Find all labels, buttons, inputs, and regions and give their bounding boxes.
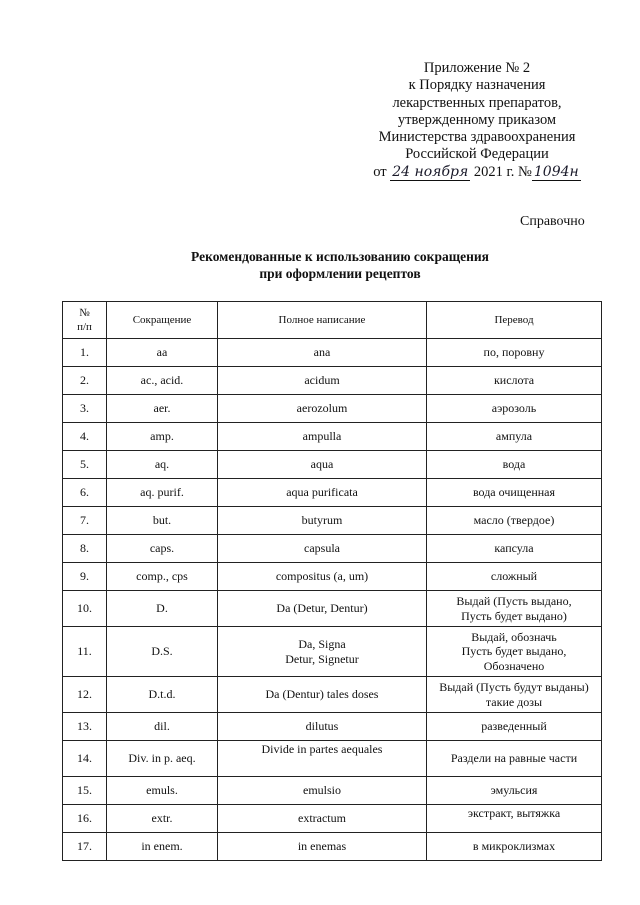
table-row xyxy=(63,339,602,367)
date-prefix: от xyxy=(373,163,387,180)
cell-number: 11. xyxy=(63,627,107,677)
full-form-line: Divide in partes aequales xyxy=(261,742,383,756)
cell-translation xyxy=(427,479,602,507)
translation-line: эмульсия xyxy=(490,783,538,798)
table-row xyxy=(63,451,602,479)
full-form-line: ana xyxy=(313,345,331,360)
header-abbreviation: Сокращение xyxy=(107,302,218,339)
full-form-line: extractum xyxy=(298,811,346,826)
table-header-row xyxy=(63,302,602,339)
translation-line: Раздели на равные части xyxy=(450,751,578,766)
cell-abbreviation: ac., acid. xyxy=(107,367,218,395)
cell-full-form xyxy=(218,805,427,833)
translation-line: экстракт, вытяжка xyxy=(467,806,561,820)
full-form-line: Da (Dentur) tales doses xyxy=(265,687,379,702)
translation-line: такие дозы xyxy=(485,694,543,709)
translation-line: по, поровну xyxy=(483,345,545,360)
cell-full-form xyxy=(218,741,427,777)
cell-full-form xyxy=(218,535,427,563)
cell-translation xyxy=(427,713,602,741)
cell-abbreviation: dil. xyxy=(107,713,218,741)
cell-translation xyxy=(427,535,602,563)
cell-full-form xyxy=(218,339,427,367)
cell-full-form xyxy=(218,479,427,507)
appendix-line: лекарственных препаратов, xyxy=(392,94,562,111)
cell-number: 12. xyxy=(63,677,107,713)
cell-abbreviation: aer. xyxy=(107,395,218,423)
full-form-line: compositus (a, um) xyxy=(275,569,369,584)
translation-line: разведенный xyxy=(481,719,547,734)
cell-full-form xyxy=(218,423,427,451)
header-num-line: п/п xyxy=(77,321,92,333)
appendix-line: Российской Федерации xyxy=(405,146,549,163)
cell-number: 10. xyxy=(63,591,107,627)
cell-number: 6. xyxy=(63,479,107,507)
cell-number: 14. xyxy=(63,741,107,777)
date-year: 2021 г. № xyxy=(473,163,532,180)
cell-translation xyxy=(427,451,602,479)
table-row xyxy=(63,367,602,395)
cell-translation xyxy=(427,627,602,677)
full-form-line: in enemas xyxy=(297,839,347,854)
cell-abbreviation: emuls. xyxy=(107,777,218,805)
header-num xyxy=(63,302,107,339)
full-form-line: aqua purificata xyxy=(286,485,358,500)
translation-line: капсула xyxy=(494,541,534,556)
cell-number: 17. xyxy=(63,833,107,861)
cell-translation xyxy=(427,395,602,423)
cell-full-form xyxy=(218,563,427,591)
cell-number: 13. xyxy=(63,713,107,741)
header-num-line: № xyxy=(79,306,90,319)
cell-abbreviation: aq. purif. xyxy=(107,479,218,507)
cell-full-form xyxy=(218,451,427,479)
cell-abbreviation: comp., cps xyxy=(107,563,218,591)
table-row xyxy=(63,507,602,535)
appendix-header xyxy=(352,60,602,181)
cell-full-form xyxy=(218,507,427,535)
table-row xyxy=(63,535,602,563)
table-row xyxy=(63,591,602,627)
translation-line: в микроклизмах xyxy=(472,839,556,854)
cell-abbreviation: D.S. xyxy=(107,627,218,677)
cell-translation xyxy=(427,423,602,451)
cell-number: 7. xyxy=(63,507,107,535)
handwritten-order-number: 1094н xyxy=(533,163,579,180)
translation-line: ампула xyxy=(495,429,533,444)
full-form-line: acidum xyxy=(304,373,340,388)
cell-translation xyxy=(427,563,602,591)
cell-translation xyxy=(427,367,602,395)
cell-abbreviation: D.t.d. xyxy=(107,677,218,713)
abbreviations-table xyxy=(62,301,602,861)
cell-number: 5. xyxy=(63,451,107,479)
cell-abbreviation: but. xyxy=(107,507,218,535)
header-full-form: Полное написание xyxy=(218,302,427,339)
cell-translation xyxy=(427,741,602,777)
cell-abbreviation: extr. xyxy=(107,805,218,833)
table-body xyxy=(63,339,602,861)
table-row xyxy=(63,833,602,861)
document-title xyxy=(140,248,540,282)
cell-abbreviation: Div. in p. aeq. xyxy=(107,741,218,777)
cell-abbreviation: in enem. xyxy=(107,833,218,861)
translation-line: сложный xyxy=(490,569,538,584)
cell-full-form xyxy=(218,395,427,423)
cell-full-form xyxy=(218,713,427,741)
table-row xyxy=(63,563,602,591)
full-form-line: Da (Detur, Dentur) xyxy=(276,601,368,616)
cell-abbreviation: amp. xyxy=(107,423,218,451)
cell-translation xyxy=(427,777,602,805)
table-row xyxy=(63,395,602,423)
table-row xyxy=(63,805,602,833)
translation-line: вода xyxy=(502,457,526,472)
cell-full-form xyxy=(218,627,427,677)
full-form-line: aqua xyxy=(310,457,334,472)
cell-number: 15. xyxy=(63,777,107,805)
appendix-line: Министерства здравоохранения xyxy=(378,129,576,146)
translation-line: Обозначено xyxy=(483,658,545,673)
cell-number: 16. xyxy=(63,805,107,833)
cell-number: 9. xyxy=(63,563,107,591)
translation-line: Пусть будет выдано) xyxy=(461,608,567,623)
translation-line: Пусть будет выдано, xyxy=(461,644,567,659)
full-form-line: Da, Signa xyxy=(298,637,346,651)
full-form-line: dilutus xyxy=(305,719,339,734)
cell-full-form xyxy=(218,833,427,861)
cell-number: 3. xyxy=(63,395,107,423)
table-row xyxy=(63,423,602,451)
table-row xyxy=(63,627,602,677)
translation-line: масло (твердое) xyxy=(473,513,555,528)
translation-line: Выдай (Пусть выдано, xyxy=(456,594,572,608)
cell-abbreviation: aq. xyxy=(107,451,218,479)
cell-number: 1. xyxy=(63,339,107,367)
cell-translation xyxy=(427,507,602,535)
full-form-line: ampulla xyxy=(302,429,342,444)
title-line-2: при оформлении рецептов xyxy=(259,266,421,281)
translation-line: Выдай, обозначь xyxy=(471,629,557,644)
cell-full-form xyxy=(218,777,427,805)
cell-number: 2. xyxy=(63,367,107,395)
cell-full-form xyxy=(218,591,427,627)
title-line-1: Рекомендованные к использованию сокращения xyxy=(191,249,489,264)
translation-line: кислота xyxy=(493,373,535,388)
full-form-line: Detur, Signetur xyxy=(285,651,359,666)
cell-abbreviation: caps. xyxy=(107,535,218,563)
table-row xyxy=(63,677,602,713)
translation-line: вода очищенная xyxy=(472,485,556,500)
cell-translation xyxy=(427,591,602,627)
full-form-line: capsula xyxy=(304,541,340,556)
full-form-line: aerozolum xyxy=(296,401,348,416)
appendix-line: утвержденному приказом xyxy=(397,111,557,128)
cell-number: 8. xyxy=(63,535,107,563)
table-row xyxy=(63,741,602,777)
header-translation: Перевод xyxy=(427,302,602,339)
cell-number: 4. xyxy=(63,423,107,451)
appendix-line: к Порядку назначения xyxy=(408,77,546,94)
translation-line: Выдай (Пусть будут выданы) xyxy=(439,680,589,694)
reference-label: Справочно xyxy=(520,214,585,229)
cell-full-form xyxy=(218,677,427,713)
cell-translation xyxy=(427,833,602,861)
translation-line: аэрозоль xyxy=(491,401,537,416)
full-form-line: emulsio xyxy=(303,783,341,798)
table-row xyxy=(63,479,602,507)
cell-translation xyxy=(427,677,602,713)
cell-abbreviation: D. xyxy=(107,591,218,627)
order-date-line xyxy=(352,164,602,181)
table-row xyxy=(63,777,602,805)
cell-abbreviation: aa xyxy=(107,339,218,367)
cell-full-form xyxy=(218,367,427,395)
cell-translation xyxy=(427,339,602,367)
table-row xyxy=(63,713,602,741)
full-form-line: butyrum xyxy=(301,513,343,528)
appendix-line: Приложение № 2 xyxy=(423,60,531,76)
cell-translation xyxy=(427,805,602,833)
handwritten-date: 24 ноября xyxy=(392,163,469,180)
